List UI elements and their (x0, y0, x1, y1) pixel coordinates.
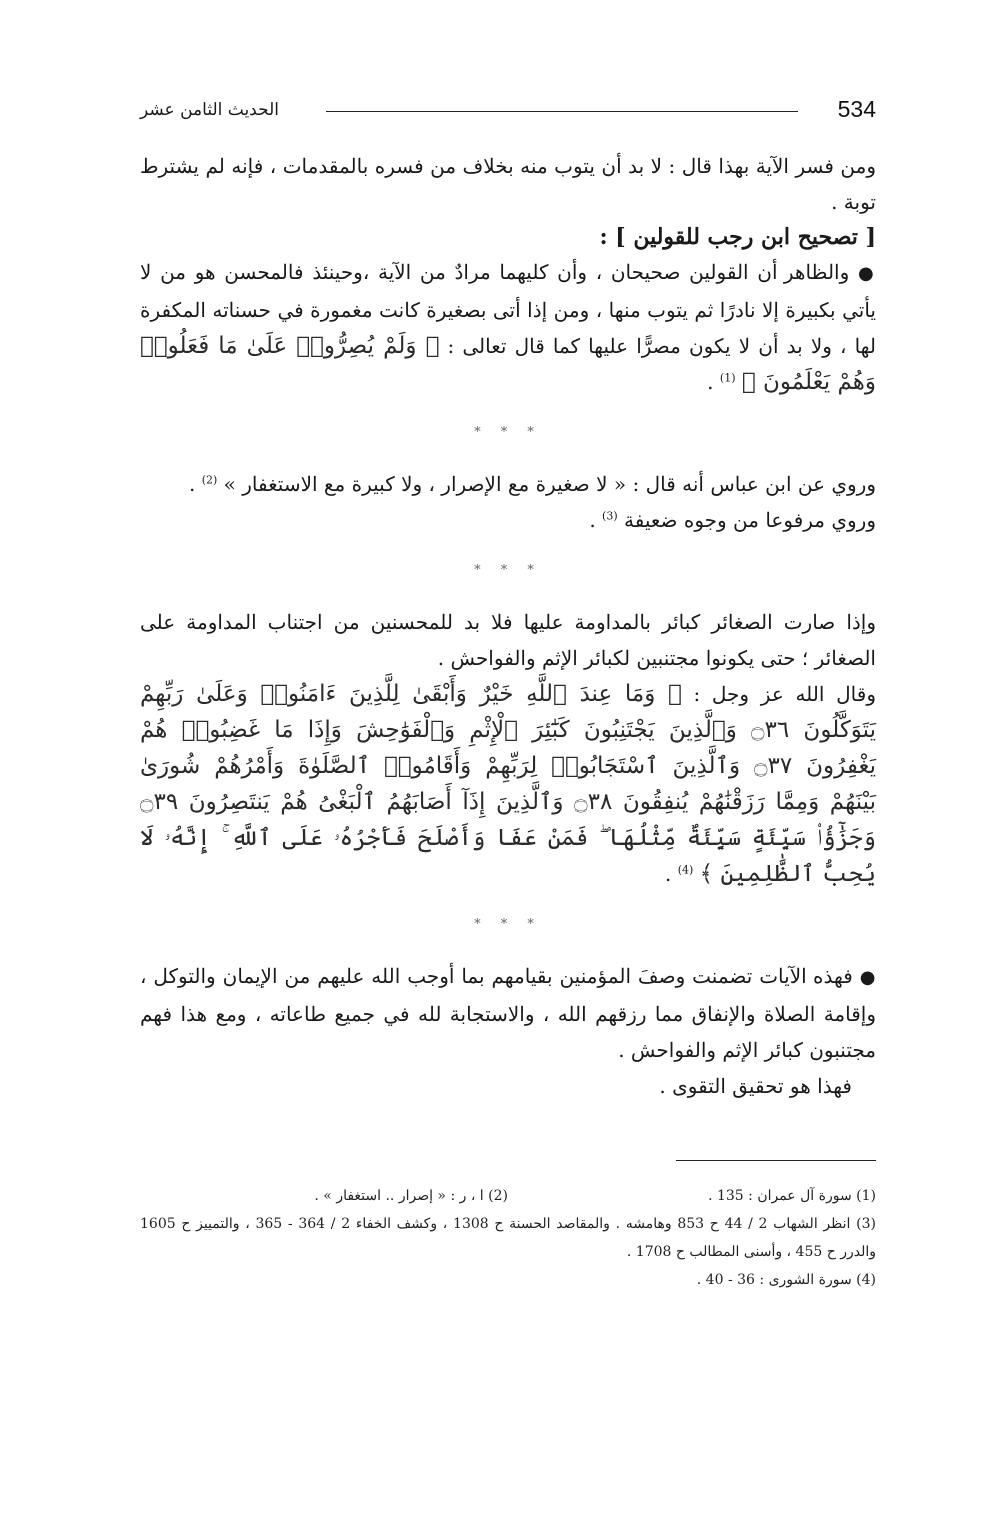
page-header (140, 96, 876, 132)
paragraph-2 (140, 254, 876, 400)
paragraph-7 (140, 958, 876, 1068)
footnote-ref-2[interactable]: (2) (201, 473, 218, 487)
paragraph-4 (140, 502, 876, 538)
bullet-icon: ● (857, 263, 876, 284)
paragraph-8: فهذا هو تحقيق التقوى . (659, 1074, 852, 1098)
footnote-4: (4) سورة الشورى : 36 - 40 . (696, 1272, 876, 1288)
footnote-row (140, 1182, 876, 1210)
header-rule (326, 111, 798, 112)
section-separator: * * * (474, 425, 542, 440)
quran-verse: ﴿ وَمَا عِندَ ٱللَّهِ خَيْرٌ وَأَبْقَىٰ لِلَّذِينَ ءَامَنُوا۟ وَعَلَىٰ رَبِّهِمْ يَتَوَكَّلُونَ ۝٣٦ وَٱلَّذِينَ يَجْتَنِبُونَ كَبَٰٓئِرَ ٱلْإِثْمِ وَٱلْفَوَٰحِشَ وَإِذَا مَا غَضِبُوا۟ هُمْ يَغْفِرُونَ ۝٣٧ وَٱلَّذِينَ ٱسْتَجَابُوا۟ لِرَبِّهِمْ وَأَقَامُوا۟ ٱلصَّلَوٰةَ وَأَمْرُهُمْ شُورَىٰ بَيْنَهُمْ وَمِمَّا رَزَقْنَٰهُمْ يُنفِقُونَ ۝٣٨ وَٱلَّذِينَ إِذَآ أَصَابَهُمُ ٱلْبَغْىُ هُمْ يَنتَصِرُونَ ۝٣٩ وَجَزَٰٓؤُا۟ سَيِّئَةٍ سَيِّئَةٌ مِّثْلُهَا ۖ فَمَنْ عَفَا وَأَصْلَحَ فَأَجْرُهُۥ عَلَى ٱللَّهِ ۚ إِنَّهُۥ لَا يُحِبُّ ٱلظَّٰلِمِينَ ﴾ (140, 681, 876, 887)
running-title: الحديث الثامن عشر (140, 100, 279, 120)
paragraph-6 (140, 676, 876, 892)
footnote-1: (1) سورة آل عمران : 135 . (708, 1188, 876, 1204)
paragraph-6-end: . (664, 862, 672, 886)
paragraph-3 (140, 466, 876, 502)
paragraph-5: وإذا صارت الصغائر كبائر بالمداومة عليها فلا بد للمحسنين من اجتناب المداومة على الصغائر ؛ حتى يكونوا مجتنبين لكبائر الإثم والفواحش . (140, 610, 876, 670)
paragraph-3-text: وروي عن ابن عباس أنه قال : « لا صغيرة مع الإصرار ، ولا كبيرة مع الاستغفار » (223, 472, 876, 496)
footnote-ref-3[interactable]: (3) (602, 509, 618, 523)
main-text (140, 148, 876, 1104)
paragraph-4-end: . (589, 508, 596, 532)
footnote-ref-1[interactable]: (1) (719, 371, 736, 385)
footnotes (140, 1182, 876, 1294)
paragraph-3-end: . (189, 472, 196, 496)
paragraph-1: ومن فسر الآية بهذا قال : لا بد أن يتوب منه بخلاف من فسره بالمقدمات ، فإنه لم يشترط توبة . (140, 154, 876, 214)
paragraph-4-text: وروي مرفوعا من وجوه ضعيفة (623, 508, 876, 532)
section-heading: [ تصحيح ابن رجب للقولين ] : (599, 224, 876, 250)
page-number: 534 (837, 96, 876, 122)
paragraph-7-text: فهذه الآيات تضمنت وصفَ المؤمنين بقيامهم بما أوجب الله عليهم من الإيمان والتوكل ، وإقامة الصلاة والإنفاق مما رزقهم الله ، والاستجابة لله في جميع طاعاته ، ومع هذا فهم مجتنبون كبائر الإثم والفواحش . (140, 964, 876, 1062)
quran-verse: ﴿ وَلَمْ يُصِرُّوا۟ عَلَىٰ مَا فَعَلُوا۟ وَهُمْ يَعْلَمُونَ ﴾ (140, 333, 876, 395)
section-separator: * * * (474, 563, 542, 578)
footnote-rule (676, 1160, 876, 1161)
section-separator: * * * (474, 917, 542, 932)
paragraph-2-text: والظاهر أن القولين صحيحان ، وأن كليهما مرادٌ من الآية ،وحينئذ فالمحسن هو من لا يأتي بكبيرة إلا نادرًا ثم يتوب منها ، ومن إذا أتى بصغيرة كانت مغمورة في حسناته المكفرة لها ، ولا بد أن لا يكون مصرًّا عليها كما قال تعالى : (140, 260, 876, 358)
footnote-ref-4[interactable]: (4) (677, 863, 694, 877)
footnote-2: (2) ا ، ر : « إصرار .. استغفار » . (314, 1188, 508, 1204)
bullet-icon: ● (859, 967, 876, 988)
paragraph-6-intro: وقال الله عز وجل : (693, 682, 876, 706)
paragraph-2-end: . (707, 370, 714, 394)
footnote-3: (3) انظر الشهاب 2 / 44 ح 853 وهامشه . والمقاصد الحسنة ح 1308 ، وكشف الخفاء 2 / 364 - 365 ، والتمييز ح 1605 والدرر ح 455 ، وأسنى المطالب ح 1708 . (140, 1216, 876, 1260)
